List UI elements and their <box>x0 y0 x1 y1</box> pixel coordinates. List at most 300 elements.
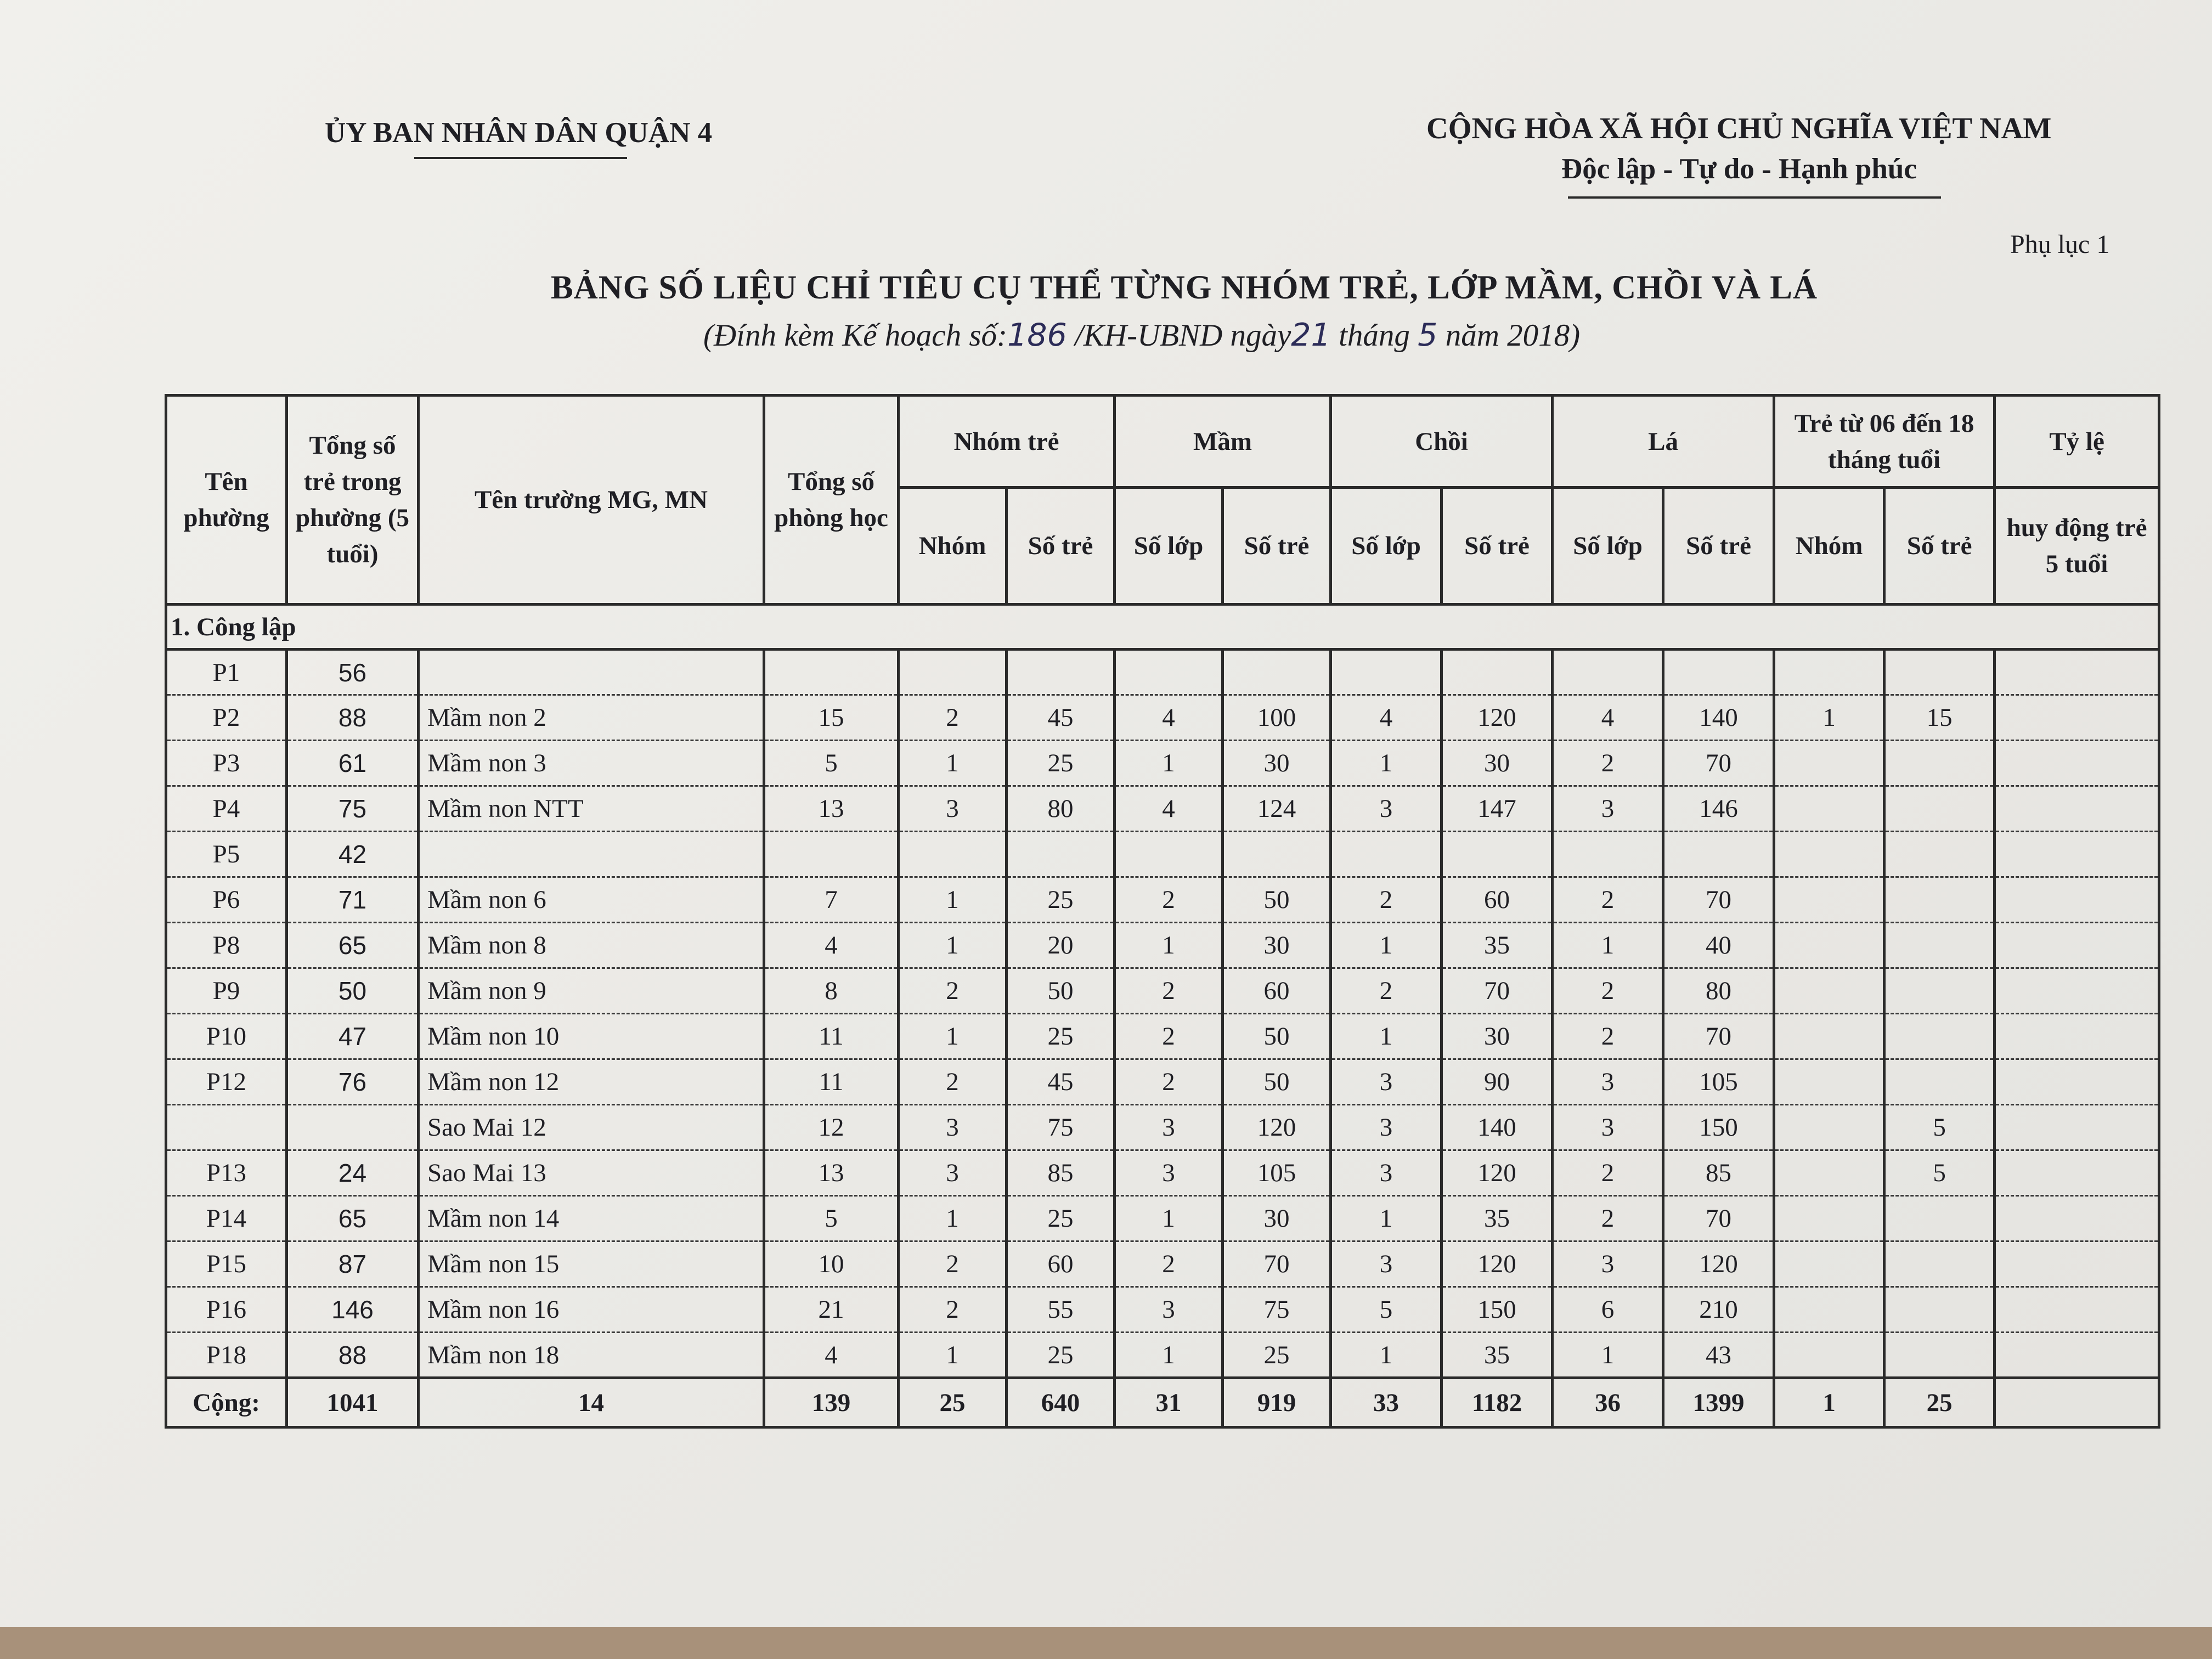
total-nhom-tre-children: 640 <box>1007 1378 1115 1427</box>
mam-classes-cell: 1 <box>1115 1196 1223 1242</box>
subcol-so-tre: Số trẻ <box>1884 488 1995 605</box>
total-children-cell: 56 <box>287 650 419 695</box>
choi-children-cell: 35 <box>1442 1196 1553 1242</box>
mam-children-cell: 124 <box>1223 786 1331 832</box>
ward-cell: P14 <box>166 1196 287 1242</box>
total-label: Cộng: <box>166 1378 287 1427</box>
la-classes-cell: 6 <box>1553 1287 1663 1333</box>
la-classes-cell: 2 <box>1553 1196 1663 1242</box>
nhom-tre-children-cell: 45 <box>1007 1059 1115 1105</box>
choi-children-cell: 30 <box>1442 1014 1553 1059</box>
table-row <box>166 832 2159 877</box>
mam-classes-cell <box>1115 832 1223 877</box>
subcol-so-tre: Số trẻ <box>1442 488 1553 605</box>
choi-children-cell: 140 <box>1442 1105 1553 1150</box>
nhom-tre-children-cell: 85 <box>1007 1150 1115 1196</box>
la-classes-cell: 1 <box>1553 923 1663 968</box>
total-nhom-tre-groups: 25 <box>899 1378 1007 1427</box>
choi-children-cell: 120 <box>1442 1150 1553 1196</box>
mam-classes-cell: 3 <box>1115 1150 1223 1196</box>
choi-classes-cell <box>1331 650 1442 695</box>
subcol-ratio-detail: huy động trẻ 5 tuổi <box>1995 488 2159 605</box>
total-children-cell: 75 <box>287 786 419 832</box>
la-children-cell: 120 <box>1663 1242 1774 1287</box>
total-choi-children: 1182 <box>1442 1378 1553 1427</box>
la-children-cell: 70 <box>1663 1014 1774 1059</box>
nhom-tre-groups-cell: 1 <box>899 741 1007 786</box>
appendix-label: Phụ lục 1 <box>2010 230 2110 259</box>
nhom-tre-children-cell: 55 <box>1007 1287 1115 1333</box>
total-children-cell: 76 <box>287 1059 419 1105</box>
la-children-cell <box>1663 832 1774 877</box>
ward-cell: P2 <box>166 695 287 741</box>
nhom-tre-groups-cell: 2 <box>899 1242 1007 1287</box>
school-cell: Mầm non 2 <box>419 695 764 741</box>
mam-children-cell: 30 <box>1223 923 1331 968</box>
nhom-tre-groups-cell <box>899 650 1007 695</box>
ward-cell: P3 <box>166 741 287 786</box>
nhom-tre-groups-cell: 1 <box>899 1014 1007 1059</box>
school-cell: Mầm non 16 <box>419 1287 764 1333</box>
infant-children-cell <box>1884 923 1995 968</box>
col-infant: Trẻ từ 06 đến 18 tháng tuổi <box>1774 396 1995 488</box>
choi-classes-cell: 5 <box>1331 1287 1442 1333</box>
choi-classes-cell: 3 <box>1331 1150 1442 1196</box>
ward-cell: P1 <box>166 650 287 695</box>
school-cell: Mầm non 10 <box>419 1014 764 1059</box>
school-cell: Mầm non 14 <box>419 1196 764 1242</box>
nhom-tre-groups-cell: 1 <box>899 877 1007 923</box>
infant-children-cell: 15 <box>1884 695 1995 741</box>
col-rooms: Tổng số phòng học <box>764 396 899 605</box>
la-classes-cell <box>1553 650 1663 695</box>
choi-classes-cell: 1 <box>1331 923 1442 968</box>
infant-children-cell <box>1884 832 1995 877</box>
total-children-cell: 88 <box>287 695 419 741</box>
choi-classes-cell: 1 <box>1331 1196 1442 1242</box>
choi-classes-cell: 4 <box>1331 695 1442 741</box>
infant-groups-cell <box>1774 1014 1884 1059</box>
choi-children-cell: 60 <box>1442 877 1553 923</box>
nhom-tre-children-cell: 75 <box>1007 1105 1115 1150</box>
subtitle-month-label: tháng <box>1330 318 1418 353</box>
nhom-tre-groups-cell: 2 <box>899 1059 1007 1105</box>
nhom-tre-groups-cell <box>899 832 1007 877</box>
total-children-cell: 42 <box>287 832 419 877</box>
nhom-tre-groups-cell: 3 <box>899 1105 1007 1150</box>
ward-cell: P18 <box>166 1333 287 1378</box>
school-cell: Mầm non 18 <box>419 1333 764 1378</box>
nhom-tre-children-cell <box>1007 650 1115 695</box>
table-body <box>166 605 2159 1378</box>
nhom-tre-groups-cell: 2 <box>899 1287 1007 1333</box>
ratio-cell <box>1995 1150 2159 1196</box>
rooms-cell: 4 <box>764 1333 899 1378</box>
mam-children-cell: 50 <box>1223 1014 1331 1059</box>
la-children-cell: 70 <box>1663 1196 1774 1242</box>
total-infant-children: 25 <box>1884 1378 1995 1427</box>
rooms-cell: 5 <box>764 1196 899 1242</box>
infant-groups-cell <box>1774 1333 1884 1378</box>
total-choi-classes: 33 <box>1331 1378 1442 1427</box>
total-children-cell: 87 <box>287 1242 419 1287</box>
subtitle-prefix: (Đính kèm Kế hoạch số: <box>703 318 1008 353</box>
infant-groups-cell <box>1774 741 1884 786</box>
mam-children-cell: 100 <box>1223 695 1331 741</box>
school-cell <box>419 650 764 695</box>
school-cell: Mầm non 12 <box>419 1059 764 1105</box>
table-row <box>166 877 2159 923</box>
subcol-so-tre: Số trẻ <box>1007 488 1115 605</box>
table-header <box>166 396 2159 605</box>
choi-classes-cell: 1 <box>1331 741 1442 786</box>
nhom-tre-groups-cell: 1 <box>899 1196 1007 1242</box>
total-children-cell: 71 <box>287 877 419 923</box>
rooms-cell: 13 <box>764 786 899 832</box>
choi-children-cell: 90 <box>1442 1059 1553 1105</box>
total-children-cell: 61 <box>287 741 419 786</box>
choi-children-cell: 30 <box>1442 741 1553 786</box>
la-children-cell: 70 <box>1663 741 1774 786</box>
ward-cell: P10 <box>166 1014 287 1059</box>
school-cell: Mầm non 3 <box>419 741 764 786</box>
total-schools: 14 <box>419 1378 764 1427</box>
la-children-cell: 40 <box>1663 923 1774 968</box>
infant-groups-cell <box>1774 1287 1884 1333</box>
col-ratio: Tỷ lệ <box>1995 396 2159 488</box>
infant-children-cell <box>1884 741 1995 786</box>
table-row <box>166 1105 2159 1150</box>
mam-classes-cell: 3 <box>1115 1287 1223 1333</box>
la-classes-cell: 3 <box>1553 786 1663 832</box>
ratio-cell <box>1995 1196 2159 1242</box>
total-mam-children: 919 <box>1223 1378 1331 1427</box>
rooms-cell: 21 <box>764 1287 899 1333</box>
col-choi: Chồi <box>1331 396 1553 488</box>
ratio-cell <box>1995 1333 2159 1378</box>
ratio-cell <box>1995 1287 2159 1333</box>
school-cell <box>419 832 764 877</box>
table-row <box>166 968 2159 1014</box>
total-ratio <box>1995 1378 2159 1427</box>
la-children-cell: 150 <box>1663 1105 1774 1150</box>
nhom-tre-groups-cell: 1 <box>899 1333 1007 1378</box>
la-classes-cell: 1 <box>1553 1333 1663 1378</box>
rooms-cell <box>764 650 899 695</box>
document-subtitle <box>703 317 1580 353</box>
infant-children-cell <box>1884 877 1995 923</box>
ward-cell: P13 <box>166 1150 287 1196</box>
col-mam: Mầm <box>1115 396 1331 488</box>
table-row <box>166 1196 2159 1242</box>
choi-children-cell: 120 <box>1442 695 1553 741</box>
choi-children-cell: 150 <box>1442 1287 1553 1333</box>
motto-underline <box>1568 196 1941 199</box>
nhom-tre-children-cell: 25 <box>1007 877 1115 923</box>
choi-classes-cell: 1 <box>1331 1333 1442 1378</box>
mam-children-cell: 75 <box>1223 1287 1331 1333</box>
nhom-tre-groups-cell: 3 <box>899 786 1007 832</box>
table-row <box>166 1059 2159 1105</box>
infant-groups-cell <box>1774 877 1884 923</box>
document-title: BẢNG SỐ LIỆU CHỈ TIÊU CỤ THỂ TỪNG NHÓM TRẺ, LỚP MẦM, CHỒI VÀ LÁ <box>551 269 1818 306</box>
rooms-cell: 12 <box>764 1105 899 1150</box>
infant-groups-cell <box>1774 786 1884 832</box>
table-row <box>166 1333 2159 1378</box>
nhom-tre-children-cell: 80 <box>1007 786 1115 832</box>
total-infant-groups: 1 <box>1774 1378 1884 1427</box>
mam-classes-cell: 1 <box>1115 741 1223 786</box>
subcol-so-tre: Số trẻ <box>1663 488 1774 605</box>
infant-children-cell: 5 <box>1884 1105 1995 1150</box>
total-mam-classes: 31 <box>1115 1378 1223 1427</box>
nhom-tre-children-cell: 45 <box>1007 695 1115 741</box>
choi-children-cell: 70 <box>1442 968 1553 1014</box>
la-classes-cell: 4 <box>1553 695 1663 741</box>
infant-children-cell <box>1884 968 1995 1014</box>
ratio-cell <box>1995 968 2159 1014</box>
col-ward: Tên phường <box>166 396 287 605</box>
choi-children-cell <box>1442 832 1553 877</box>
ratio-cell <box>1995 1014 2159 1059</box>
infant-groups-cell: 1 <box>1774 695 1884 741</box>
rooms-cell: 11 <box>764 1014 899 1059</box>
subcol-so-lop: Số lớp <box>1553 488 1663 605</box>
infant-groups-cell <box>1774 1196 1884 1242</box>
la-children-cell: 70 <box>1663 877 1774 923</box>
school-cell: Sao Mai 13 <box>419 1150 764 1196</box>
total-children: 1041 <box>287 1378 419 1427</box>
infant-groups-cell <box>1774 1150 1884 1196</box>
col-nhom-tre: Nhóm trẻ <box>899 396 1115 488</box>
ward-cell: P4 <box>166 786 287 832</box>
total-children-cell <box>287 1105 419 1150</box>
infant-children-cell <box>1884 786 1995 832</box>
choi-classes-cell: 2 <box>1331 968 1442 1014</box>
mam-classes-cell: 3 <box>1115 1105 1223 1150</box>
desk-surface <box>0 1627 2212 1659</box>
infant-groups-cell <box>1774 1242 1884 1287</box>
nhom-tre-children-cell: 25 <box>1007 1014 1115 1059</box>
mam-children-cell <box>1223 832 1331 877</box>
infant-children-cell <box>1884 1014 1995 1059</box>
ratio-cell <box>1995 1242 2159 1287</box>
national-motto: Độc lập - Tự do - Hạnh phúc <box>1561 153 1917 185</box>
table-row <box>166 1287 2159 1333</box>
nhom-tre-groups-cell: 1 <box>899 923 1007 968</box>
table-row <box>166 1150 2159 1196</box>
nhom-tre-children-cell: 60 <box>1007 1242 1115 1287</box>
authority-underline <box>414 157 627 159</box>
nhom-tre-groups-cell: 2 <box>899 695 1007 741</box>
mam-classes-cell: 2 <box>1115 1059 1223 1105</box>
la-classes-cell: 2 <box>1553 968 1663 1014</box>
ratio-cell <box>1995 1059 2159 1105</box>
rooms-cell <box>764 832 899 877</box>
la-classes-cell: 3 <box>1553 1105 1663 1150</box>
la-classes-cell: 3 <box>1553 1242 1663 1287</box>
mam-children-cell: 120 <box>1223 1105 1331 1150</box>
total-children-cell: 24 <box>287 1150 419 1196</box>
mam-children-cell: 70 <box>1223 1242 1331 1287</box>
total-row <box>166 1378 2159 1427</box>
subcol-so-lop: Số lớp <box>1115 488 1223 605</box>
national-title: CỘNG HÒA XÃ HỘI CHỦ NGHĨA VIỆT NAM <box>1426 111 2052 145</box>
handwritten-plan-number: 186 <box>1007 317 1067 353</box>
rooms-cell: 8 <box>764 968 899 1014</box>
choi-classes-cell: 1 <box>1331 1014 1442 1059</box>
section-row <box>166 605 2159 650</box>
ward-cell <box>166 1105 287 1150</box>
ratio-cell <box>1995 1105 2159 1150</box>
total-children-cell: 50 <box>287 968 419 1014</box>
choi-classes-cell <box>1331 832 1442 877</box>
issuing-authority: ỦY BAN NHÂN DÂN QUẬN 4 <box>325 117 713 149</box>
subcol-nhom: Nhóm <box>1774 488 1884 605</box>
infant-groups-cell <box>1774 968 1884 1014</box>
ward-cell: P8 <box>166 923 287 968</box>
infant-children-cell <box>1884 1196 1995 1242</box>
subcol-nhom: Nhóm <box>899 488 1007 605</box>
mam-classes-cell: 2 <box>1115 968 1223 1014</box>
mam-children-cell <box>1223 650 1331 695</box>
la-children-cell <box>1663 650 1774 695</box>
ward-cell: P15 <box>166 1242 287 1287</box>
infant-groups-cell <box>1774 650 1884 695</box>
infant-children-cell <box>1884 1287 1995 1333</box>
la-children-cell: 146 <box>1663 786 1774 832</box>
choi-children-cell: 35 <box>1442 923 1553 968</box>
school-cell: Mầm non 15 <box>419 1242 764 1287</box>
table-row <box>166 1014 2159 1059</box>
school-cell: Mầm non 8 <box>419 923 764 968</box>
table-row <box>166 1242 2159 1287</box>
mam-classes-cell <box>1115 650 1223 695</box>
total-children-cell: 65 <box>287 923 419 968</box>
school-cell: Mầm non 9 <box>419 968 764 1014</box>
ratio-cell <box>1995 832 2159 877</box>
choi-children-cell <box>1442 650 1553 695</box>
total-children-cell: 47 <box>287 1014 419 1059</box>
ratio-cell <box>1995 741 2159 786</box>
ratio-cell <box>1995 877 2159 923</box>
table-row <box>166 923 2159 968</box>
la-classes-cell: 2 <box>1553 877 1663 923</box>
rooms-cell: 7 <box>764 877 899 923</box>
col-total-children: Tổng số trẻ trong phường (5 tuổi) <box>287 396 419 605</box>
handwritten-day: 21 <box>1291 317 1331 353</box>
mam-children-cell: 30 <box>1223 741 1331 786</box>
table-row <box>166 650 2159 695</box>
nhom-tre-children-cell: 20 <box>1007 923 1115 968</box>
mam-classes-cell: 4 <box>1115 695 1223 741</box>
choi-children-cell: 120 <box>1442 1242 1553 1287</box>
infant-children-cell: 5 <box>1884 1150 1995 1196</box>
la-classes-cell <box>1553 832 1663 877</box>
choi-classes-cell: 2 <box>1331 877 1442 923</box>
table-row <box>166 695 2159 741</box>
infant-groups-cell <box>1774 832 1884 877</box>
mam-classes-cell: 1 <box>1115 1333 1223 1378</box>
school-cell: Mầm non NTT <box>419 786 764 832</box>
mam-children-cell: 60 <box>1223 968 1331 1014</box>
section-label: 1. Công lập <box>166 605 2159 650</box>
subcol-so-lop: Số lớp <box>1331 488 1442 605</box>
ratio-cell <box>1995 786 2159 832</box>
rooms-cell: 11 <box>764 1059 899 1105</box>
table-footer <box>166 1378 2159 1427</box>
total-la-children: 1399 <box>1663 1378 1774 1427</box>
la-classes-cell: 3 <box>1553 1059 1663 1105</box>
nhom-tre-children-cell: 50 <box>1007 968 1115 1014</box>
mam-classes-cell: 2 <box>1115 1242 1223 1287</box>
subtitle-mid: /KH-UBND ngày <box>1066 318 1291 353</box>
nhom-tre-children-cell: 25 <box>1007 1196 1115 1242</box>
la-children-cell: 210 <box>1663 1287 1774 1333</box>
col-la: Lá <box>1553 396 1774 488</box>
mam-classes-cell: 2 <box>1115 1014 1223 1059</box>
mam-children-cell: 30 <box>1223 1196 1331 1242</box>
choi-classes-cell: 3 <box>1331 1059 1442 1105</box>
mam-children-cell: 25 <box>1223 1333 1331 1378</box>
la-children-cell: 80 <box>1663 968 1774 1014</box>
total-children-cell: 65 <box>287 1196 419 1242</box>
ward-cell: P9 <box>166 968 287 1014</box>
school-cell: Sao Mai 12 <box>419 1105 764 1150</box>
mam-children-cell: 50 <box>1223 1059 1331 1105</box>
la-children-cell: 140 <box>1663 695 1774 741</box>
quota-table <box>165 394 2160 1429</box>
choi-classes-cell: 3 <box>1331 786 1442 832</box>
ratio-cell <box>1995 650 2159 695</box>
total-children-cell: 88 <box>287 1333 419 1378</box>
handwritten-month: 5 <box>1418 317 1438 353</box>
total-la-classes: 36 <box>1553 1378 1663 1427</box>
total-rooms: 139 <box>764 1378 899 1427</box>
choi-children-cell: 35 <box>1442 1333 1553 1378</box>
infant-children-cell <box>1884 650 1995 695</box>
choi-classes-cell: 3 <box>1331 1242 1442 1287</box>
mam-children-cell: 105 <box>1223 1150 1331 1196</box>
ward-cell: P5 <box>166 832 287 877</box>
mam-classes-cell: 2 <box>1115 877 1223 923</box>
rooms-cell: 13 <box>764 1150 899 1196</box>
nhom-tre-children-cell: 25 <box>1007 1333 1115 1378</box>
col-school: Tên trường MG, MN <box>419 396 764 605</box>
subcol-so-tre: Số trẻ <box>1223 488 1331 605</box>
la-children-cell: 85 <box>1663 1150 1774 1196</box>
mam-children-cell: 50 <box>1223 877 1331 923</box>
la-classes-cell: 2 <box>1553 1150 1663 1196</box>
nhom-tre-children-cell <box>1007 832 1115 877</box>
ward-cell: P6 <box>166 877 287 923</box>
ward-cell: P16 <box>166 1287 287 1333</box>
mam-classes-cell: 1 <box>1115 923 1223 968</box>
total-children-cell: 146 <box>287 1287 419 1333</box>
rooms-cell: 10 <box>764 1242 899 1287</box>
ratio-cell <box>1995 923 2159 968</box>
ratio-cell <box>1995 695 2159 741</box>
ward-cell: P12 <box>166 1059 287 1105</box>
table-row <box>166 741 2159 786</box>
choi-children-cell: 147 <box>1442 786 1553 832</box>
la-classes-cell: 2 <box>1553 741 1663 786</box>
infant-groups-cell <box>1774 923 1884 968</box>
nhom-tre-groups-cell: 3 <box>899 1150 1007 1196</box>
la-children-cell: 105 <box>1663 1059 1774 1105</box>
table-row <box>166 786 2159 832</box>
rooms-cell: 4 <box>764 923 899 968</box>
